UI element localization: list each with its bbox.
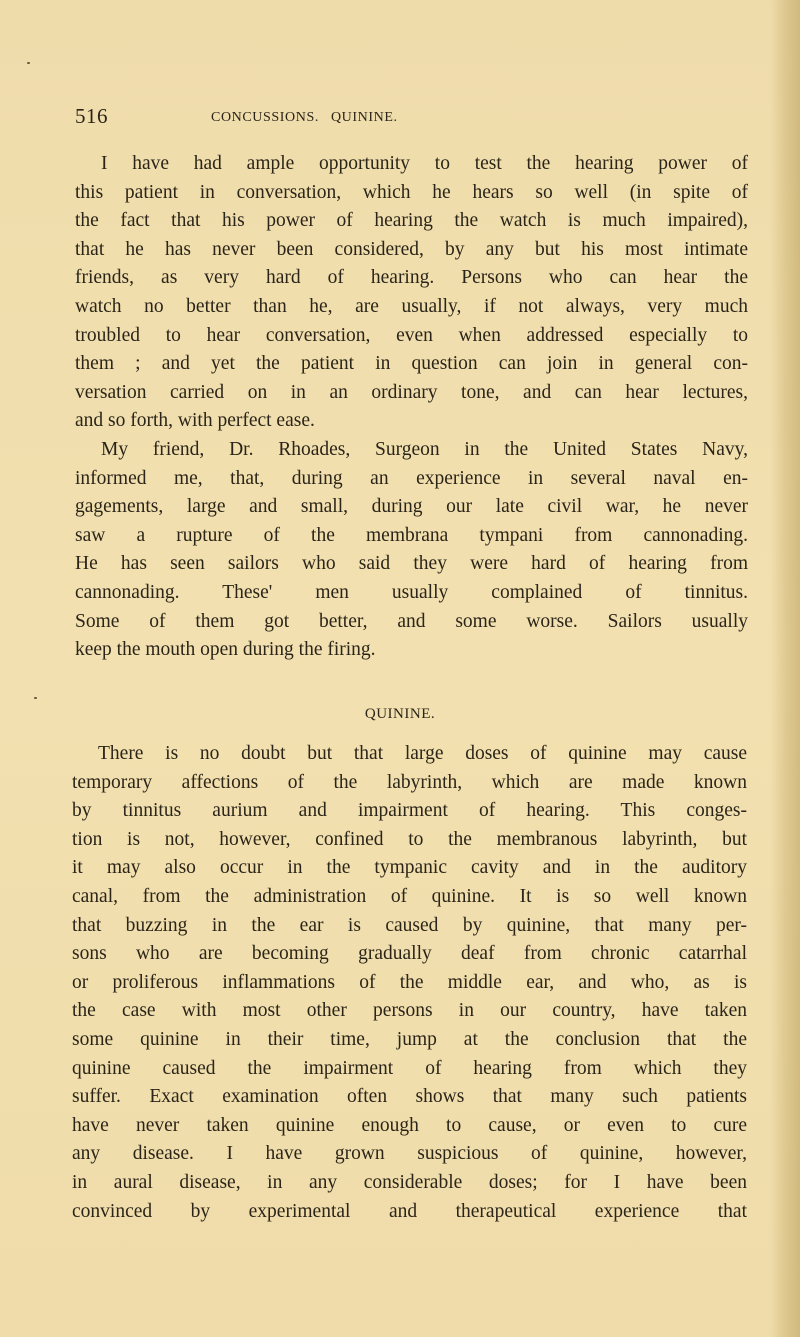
text-line: convinced by experimental and therapeutical experience that bbox=[72, 1200, 747, 1222]
text-line: the case with most other persons in our country, have taken bbox=[72, 1000, 747, 1022]
text-line: He has seen sailors who said they were hard of hearing from bbox=[75, 553, 748, 575]
text-line: My friend, Dr. Rhoades, Surgeon in the United States Navy, bbox=[101, 439, 748, 460]
text-line: in aural disease, in any considerable doses; for I have been bbox=[72, 1171, 747, 1193]
text-line: temporary affections of the labyrinth, which are made known bbox=[72, 771, 747, 793]
paragraph-naval-experience bbox=[75, 436, 748, 665]
text-line: any disease. I have grown suspicious of quinine, however, bbox=[72, 1143, 747, 1165]
running-head-right: QUININE. bbox=[330, 110, 398, 125]
paper-speck bbox=[27, 62, 30, 64]
paper-speck bbox=[34, 697, 37, 699]
text-line: friends, as very hard of hearing. Persons who can hear the bbox=[75, 267, 748, 289]
text-line: this patient in conversation, which he hears so well (in spite of bbox=[75, 181, 748, 203]
text-line: them ; and yet the patient in question can join in general con- bbox=[75, 353, 748, 375]
text-line: some quinine in their time, jump at the conclusion that the bbox=[72, 1028, 747, 1050]
text-line: the fact that his power of hearing the watch is much impaired), bbox=[75, 210, 748, 232]
text-line: Some of them got better, and some worse. Sailors usually bbox=[75, 610, 748, 632]
text-line: sons who are becoming gradually deaf from chronic catarrhal bbox=[72, 943, 747, 965]
text-line: it may also occur in the tympanic cavity and in the auditory bbox=[72, 857, 747, 879]
text-line: I have had ample opportunity to test the hearing power of bbox=[101, 153, 748, 174]
text-line: There is no doubt but that large doses of quinine may cause bbox=[98, 743, 747, 764]
text-line: quinine caused the impairment of hearing from which they bbox=[72, 1057, 747, 1079]
text-line: by tinnitus aurium and impairment of hearing. This conges- bbox=[72, 800, 747, 822]
text-line: troubled to hear conversation, even when addressed especially to bbox=[75, 324, 748, 346]
text-line: have never taken quinine enough to cause, or even to cure bbox=[72, 1114, 747, 1136]
text-line: versation carried on in an ordinary tone, and can hear lectures, bbox=[75, 381, 748, 403]
text-line: or proliferous inflammations of the middle ear, and who, as is bbox=[72, 971, 747, 993]
running-head-left: CONCUSSIONS. bbox=[211, 110, 319, 125]
text-line: cannonading. These' men usually complained of tinnitus. bbox=[75, 581, 748, 603]
page-number: 516 bbox=[75, 104, 108, 128]
text-line: keep the mouth open during the firing. bbox=[75, 639, 376, 661]
text-line: watch no better than he, are usually, if not always, very much bbox=[75, 295, 748, 317]
text-line: tion is not, however, confined to the membranous labyrinth, but bbox=[72, 828, 747, 850]
text-line: canal, from the administration of quinine. It is so well known bbox=[72, 885, 747, 907]
paragraph-quinine bbox=[72, 740, 747, 1226]
paragraph-hearing-test bbox=[75, 150, 748, 436]
text-line: and so forth, with perfect ease. bbox=[75, 410, 315, 432]
text-line: that buzzing in the ear is caused by quinine, that many per- bbox=[72, 914, 747, 936]
text-line: that he has never been considered, by any but his most intimate bbox=[75, 238, 748, 260]
section-heading: QUININE. bbox=[364, 706, 436, 722]
text-line: gagements, large and small, during our late civil war, he never bbox=[75, 496, 748, 518]
text-line: saw a rupture of the membrana tympani from cannonading. bbox=[75, 524, 748, 546]
page-header bbox=[75, 104, 755, 134]
text-line: informed me, that, during an experience in several naval en- bbox=[75, 467, 748, 489]
running-head bbox=[211, 110, 398, 126]
text-line: suffer. Exact examination often shows that many such patients bbox=[72, 1086, 747, 1108]
